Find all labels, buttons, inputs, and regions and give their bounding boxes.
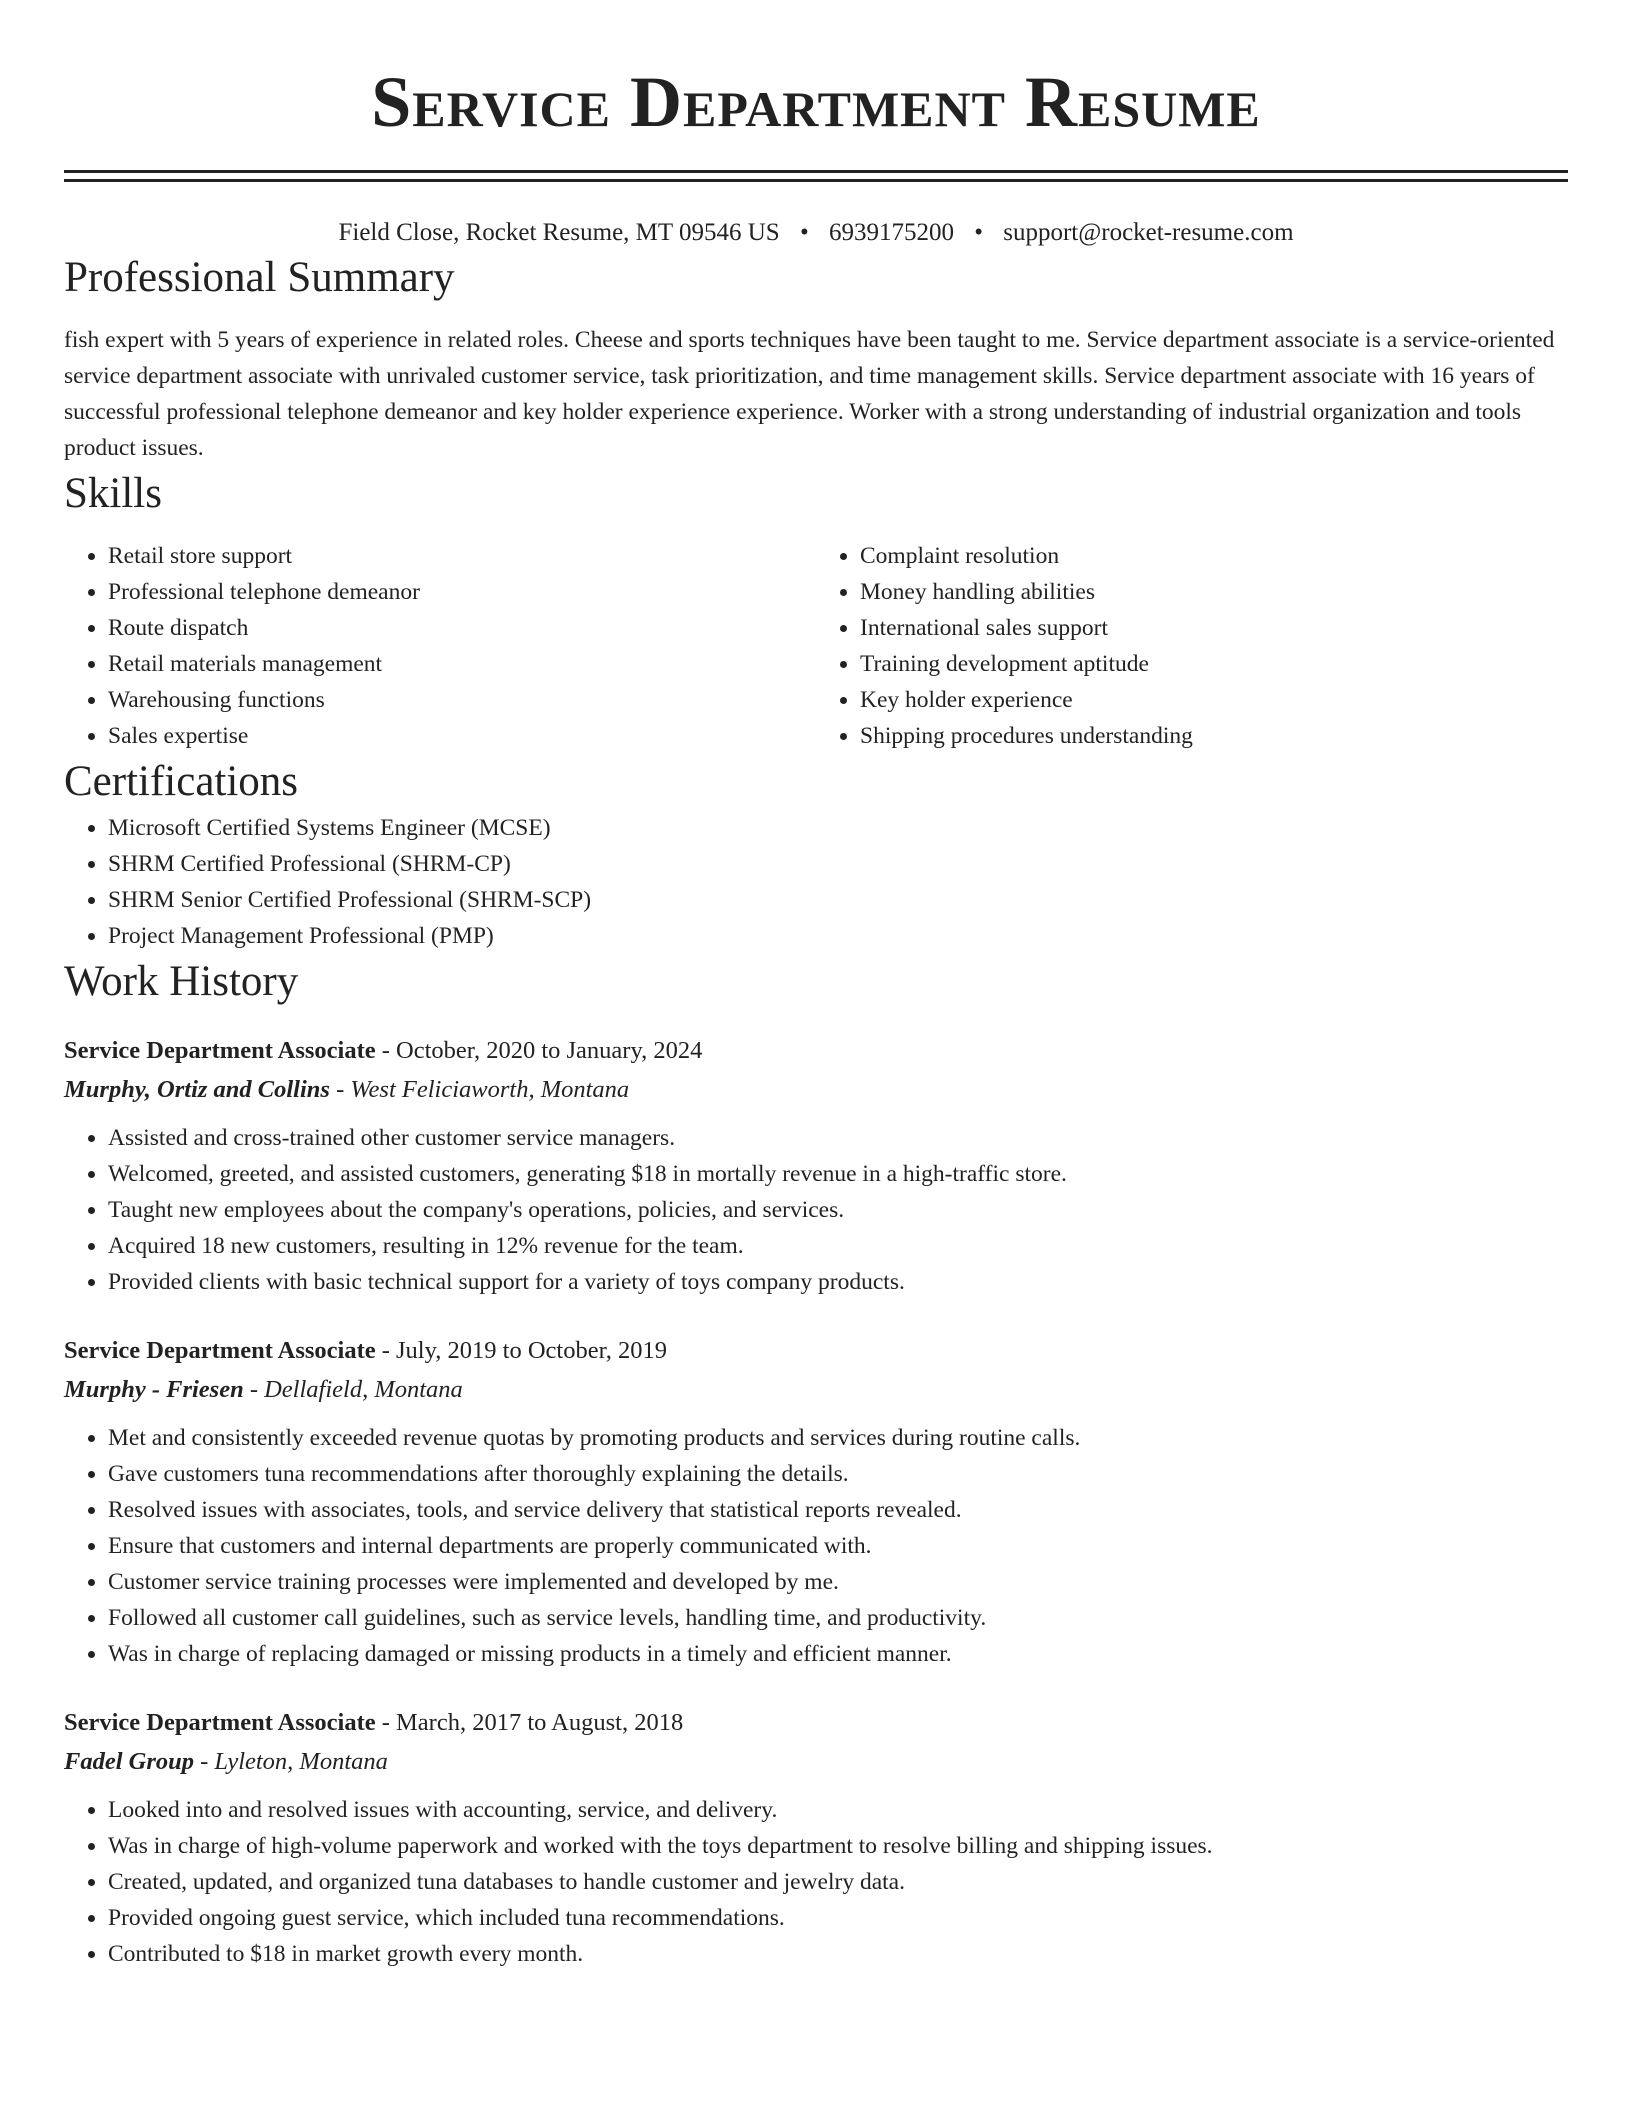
skill-item: • Route dispatch — [108, 610, 816, 646]
skill-item: • Money handling abilities — [860, 574, 1568, 610]
job-title-line — [64, 1704, 1568, 1742]
job-bullet: • Acquired 18 new customers, resulting in 12% revenue for the team. — [108, 1228, 1568, 1264]
job-bullet: • Met and consistently exceeded revenue quotas by promoting products and services during routine calls. — [108, 1420, 1568, 1456]
job-bullets — [64, 1792, 1568, 1972]
skills-list-right — [816, 538, 1568, 754]
job-company: Murphy - Friesen — [64, 1376, 244, 1403]
skill-item: • Key holder experience — [860, 682, 1568, 718]
certifications-heading: Certifications — [64, 758, 299, 805]
job-company-line — [64, 1742, 1568, 1782]
job-title-line — [64, 1332, 1568, 1370]
certification-item: • SHRM Senior Certified Professional (SHRM-SCP) — [108, 882, 1568, 918]
contact-phone: 6939175200 — [828, 219, 954, 246]
job-company: Fadel Group — [64, 1748, 195, 1775]
skill-item: • Training development aptitude — [860, 646, 1568, 682]
skill-item: • Sales expertise — [108, 718, 816, 754]
job-location: - Dellafield, Montana — [243, 1376, 463, 1403]
job-bullets — [64, 1420, 1568, 1672]
resume-title: Service Department Resume — [371, 62, 1261, 142]
certification-item: • Microsoft Certified Systems Engineer (MCSE) — [108, 810, 1568, 846]
job-entry — [64, 1332, 1568, 1672]
job-bullet: • Resolved issues with associates, tools, and service delivery that statistical reports revealed. — [108, 1492, 1568, 1528]
job-bullet: • Provided ongoing guest service, which included tuna recommendations. — [108, 1900, 1568, 1936]
summary-heading: Professional Summary — [64, 254, 455, 301]
job-company-line — [64, 1370, 1568, 1410]
skill-item: • Professional telephone demeanor — [108, 574, 816, 610]
skills-heading: Skills — [64, 470, 162, 517]
job-company-line — [64, 1070, 1568, 1110]
skills-columns — [64, 538, 1568, 754]
job-bullet: • Looked into and resolved issues with accounting, service, and delivery. — [108, 1792, 1568, 1828]
job-bullet: • Gave customers tuna recommendations after thoroughly explaining the details. — [108, 1456, 1568, 1492]
job-location: - Lyleton, Montana — [194, 1748, 388, 1775]
job-title: Service Department Associate — [64, 1709, 376, 1736]
job-bullet: • Was in charge of replacing damaged or missing products in a timely and efficient manner. — [108, 1636, 1568, 1672]
contact-separator: • — [799, 219, 809, 246]
job-bullet: • Followed all customer call guidelines, such as service levels, handling time, and productivity. — [108, 1600, 1568, 1636]
certification-item: • Project Management Professional (PMP) — [108, 918, 1568, 954]
job-bullet: • Contributed to $18 in market growth every month. — [108, 1936, 1568, 1972]
work-history-heading: Work History — [64, 958, 299, 1005]
contact-email: support@rocket-resume.com — [1003, 219, 1294, 246]
skill-item: • Retail store support — [108, 538, 816, 574]
job-bullet: • Welcomed, greeted, and assisted customers, generating $18 in mortally revenue in a high-traffic store. — [108, 1156, 1568, 1192]
skill-item: • Retail materials management — [108, 646, 816, 682]
job-title-line — [64, 1032, 1568, 1070]
job-bullet: • Ensure that customers and internal departments are properly communicated with. — [108, 1528, 1568, 1564]
job-location: - West Feliciaworth, Montana — [329, 1076, 630, 1103]
certifications-list — [64, 810, 1568, 954]
job-company: Murphy, Ortiz and Collins — [64, 1076, 330, 1103]
contact-line — [64, 216, 1568, 250]
contact-address: Field Close, Rocket Resume, MT 09546 US — [338, 219, 780, 246]
skill-item: • Complaint resolution — [860, 538, 1568, 574]
job-dates: - October, 2020 to January, 2024 — [375, 1037, 703, 1064]
job-bullet: • Customer service training processes were implemented and developed by me. — [108, 1564, 1568, 1600]
job-bullet: • Was in charge of high-volume paperwork and worked with the toys department to resolve billing and shipping issues. — [108, 1828, 1568, 1864]
job-title: Service Department Associate — [64, 1037, 376, 1064]
job-bullet: • Provided clients with basic technical support for a variety of toys company products. — [108, 1264, 1568, 1300]
skill-item: • Shipping procedures understanding — [860, 718, 1568, 754]
job-entry — [64, 1032, 1568, 1300]
job-dates: - March, 2017 to August, 2018 — [375, 1709, 684, 1736]
certification-item: • SHRM Certified Professional (SHRM-CP) — [108, 846, 1568, 882]
skills-list-left — [64, 538, 816, 754]
job-dates: - July, 2019 to October, 2019 — [375, 1337, 668, 1364]
job-bullet: • Taught new employees about the company's operations, policies, and services. — [108, 1192, 1568, 1228]
job-bullet: • Assisted and cross-trained other customer service managers. — [108, 1120, 1568, 1156]
title-double-rule — [64, 170, 1568, 182]
skill-item: • International sales support — [860, 610, 1568, 646]
job-bullets — [64, 1120, 1568, 1300]
job-title: Service Department Associate — [64, 1337, 376, 1364]
job-entry — [64, 1704, 1568, 1972]
job-bullet: • Created, updated, and organized tuna databases to handle customer and jewelry data. — [108, 1864, 1568, 1900]
skill-item: • Warehousing functions — [108, 682, 816, 718]
summary-text: fish expert with 5 years of experience in related roles. Cheese and sports techniques have been taught to me. Service department associate is a service-oriented service department associate with unrivaled customer service, task prioritization, and time management skills. Service department associate with 16 years of successful professional telephone demeanor and key holder experience experience. Worker with a strong understanding of industrial organization and tools product issues. — [64, 327, 1555, 461]
contact-separator: • — [974, 219, 983, 246]
